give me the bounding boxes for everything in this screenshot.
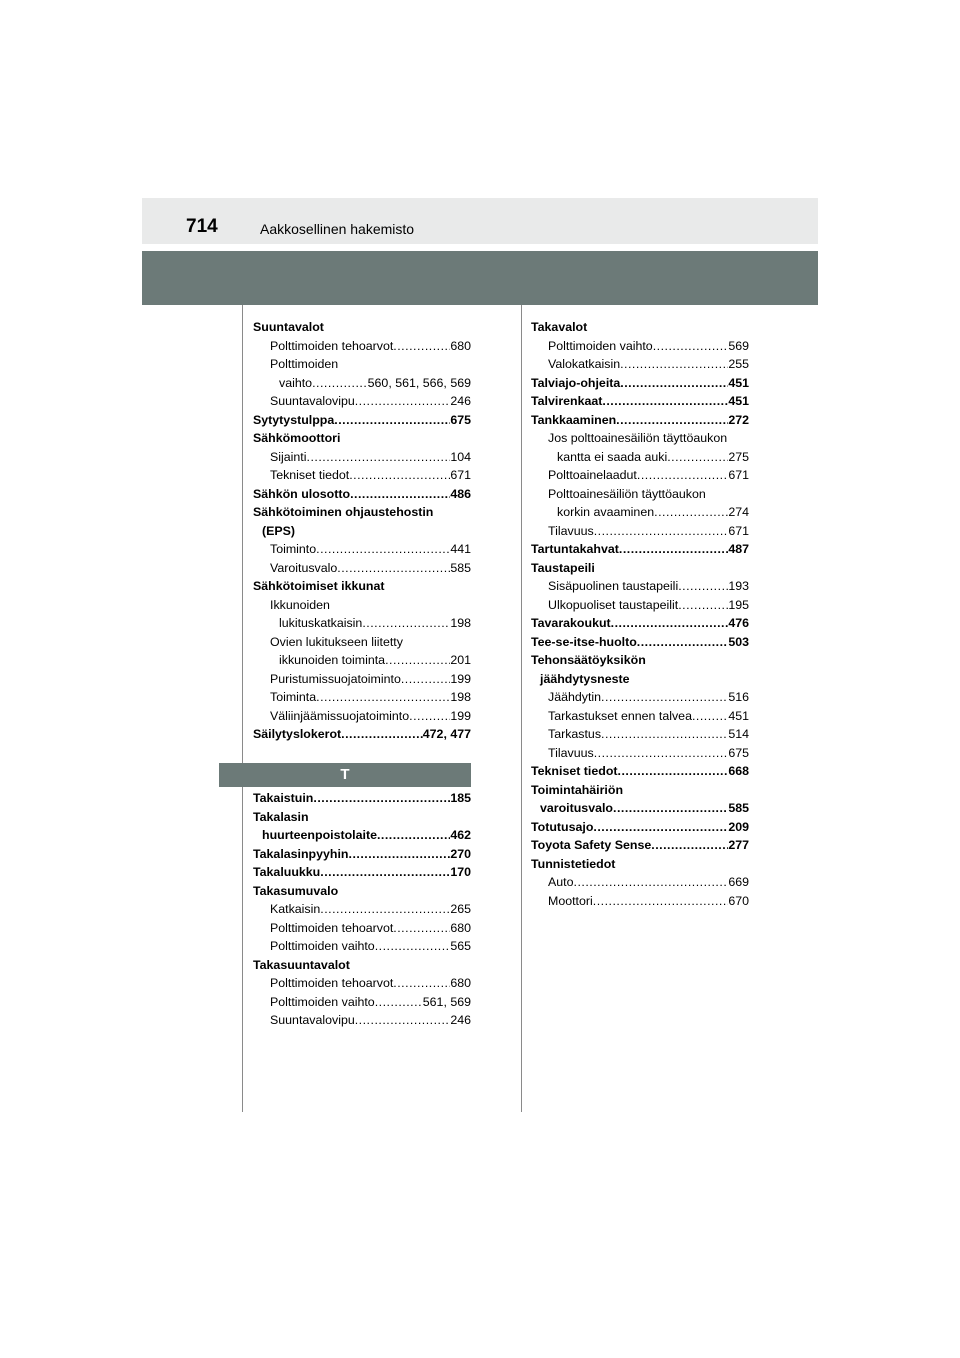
dot-leader xyxy=(320,863,450,882)
index-entry xyxy=(253,688,471,707)
index-entry-page: 486 xyxy=(450,486,471,501)
index-entry xyxy=(253,919,471,938)
index-entry-page: 671 xyxy=(728,523,749,538)
dot-leader xyxy=(593,818,728,837)
index-entry-term: Tee-se-itse-huolto xyxy=(531,634,637,649)
dot-leader xyxy=(653,337,729,356)
index-entry-page: 585 xyxy=(728,801,749,815)
index-entry xyxy=(531,522,749,541)
index-column-left-bottom xyxy=(253,789,471,1030)
dot-leader xyxy=(611,614,729,633)
section-letter-t: T xyxy=(219,763,471,787)
index-heading: Takavalot xyxy=(531,320,588,334)
index-entry-page: 476 xyxy=(728,616,749,630)
index-entry-page: 569 xyxy=(728,338,749,353)
index-entry xyxy=(253,411,471,430)
index-entry-term: Polttimoiden vaihto xyxy=(270,939,375,953)
index-entry-page: 503 xyxy=(728,634,749,649)
index-entry-term: Suuntavalovipu xyxy=(270,394,355,408)
index-entry xyxy=(531,744,749,763)
index-entry-page: 199 xyxy=(450,708,471,723)
index-entry xyxy=(253,993,471,1012)
index-entry-page: 680 xyxy=(450,976,471,990)
index-entry-page: 104 xyxy=(450,449,471,464)
index-entry-page: 274 xyxy=(728,505,749,519)
dot-leader xyxy=(637,466,728,485)
index-entry-page: 195 xyxy=(728,597,749,612)
dot-leader xyxy=(620,374,728,393)
page-number: 714 xyxy=(186,216,218,237)
index-entry xyxy=(253,863,471,882)
index-entry-page: 671 xyxy=(450,468,471,482)
index-entry-term: Tarkastus xyxy=(548,727,602,741)
index-entry xyxy=(531,725,749,744)
index-entry-page: 209 xyxy=(728,819,749,834)
index-entry-term: Suuntavalovipu xyxy=(270,1013,355,1027)
index-entry xyxy=(253,448,471,467)
index-entry xyxy=(531,762,749,781)
dot-leader xyxy=(375,937,451,956)
index-entry xyxy=(253,651,471,670)
index-entry xyxy=(253,845,471,864)
dot-leader xyxy=(613,799,728,818)
index-entry-term: Polttimoiden vaihto xyxy=(270,994,375,1009)
dot-leader xyxy=(692,707,728,726)
index-entry xyxy=(253,900,471,919)
dot-leader xyxy=(337,559,450,578)
index-entry xyxy=(253,1011,471,1030)
index-entry-term: Takaistuin xyxy=(253,791,314,805)
index-entry-term: Sijainti xyxy=(270,449,307,464)
dot-leader xyxy=(355,1011,451,1030)
index-entry-term: Säilytyslokerot xyxy=(253,727,342,741)
dot-leader xyxy=(678,596,728,615)
index-entry-term: Moottori xyxy=(548,893,593,908)
dot-leader xyxy=(678,577,728,596)
index-entry xyxy=(531,633,749,652)
dot-leader xyxy=(574,873,729,892)
index-heading: Suuntavalot xyxy=(253,320,324,334)
dot-leader xyxy=(667,448,728,467)
index-entry xyxy=(253,559,471,578)
index-entry-term: varoitusvalo xyxy=(540,801,613,815)
dot-leader xyxy=(618,762,729,781)
index-heading: jäähdytysneste xyxy=(540,671,630,686)
index-heading: Ovien lukitukseen liitetty xyxy=(270,634,403,649)
index-entry-term: Talvirenkaat xyxy=(531,394,603,408)
index-column-right xyxy=(531,318,749,910)
index-entry-page: 670 xyxy=(728,893,749,908)
dot-leader xyxy=(334,411,450,430)
index-entry-term: Talviajo-ohjeita xyxy=(531,375,621,390)
index-entry-page: 246 xyxy=(450,394,471,408)
index-entry xyxy=(253,725,471,744)
index-entry-page: 675 xyxy=(450,412,471,427)
dot-leader xyxy=(637,633,729,652)
index-entry xyxy=(253,826,471,845)
index-entry-page: 272 xyxy=(728,412,749,427)
index-entry xyxy=(531,411,749,430)
index-entry-page: 516 xyxy=(728,690,749,704)
index-heading: Takasuuntavalot xyxy=(253,957,350,972)
index-heading: Jos polttoainesäiliön täyttöaukon xyxy=(548,431,728,445)
index-column-left-top xyxy=(253,318,471,744)
index-entry-term: lukituskatkaisin xyxy=(279,616,363,630)
index-entry-term: Polttimoiden tehoarvot xyxy=(270,338,394,353)
index-entry-page: 680 xyxy=(450,920,471,935)
index-heading: Ikkunoiden xyxy=(270,597,330,612)
index-entry-term: Polttoainelaadut xyxy=(548,468,637,482)
index-entry xyxy=(531,799,749,818)
index-entry xyxy=(531,448,749,467)
index-entry-term: Tankkaaminen xyxy=(531,412,617,427)
index-entry-page: 675 xyxy=(728,745,749,760)
dot-leader xyxy=(594,744,729,763)
index-entry xyxy=(531,337,749,356)
index-entry xyxy=(531,818,749,837)
index-entry-term: kantta ei saada auki xyxy=(557,449,668,464)
header-band xyxy=(142,251,818,305)
index-entry-term: Väliinjäämissuojatoiminto xyxy=(270,708,410,723)
header-bar xyxy=(142,198,818,244)
index-entry-term: Tarkastukset ennen talvea xyxy=(548,708,692,723)
index-entry-term: Polttimoiden tehoarvot xyxy=(270,976,394,990)
index-entry-page: 451 xyxy=(728,394,749,408)
index-entry-term: Polttimoiden tehoarvot xyxy=(270,920,394,935)
index-heading: Taustapeili xyxy=(531,560,595,575)
index-heading: Takasumuvalo xyxy=(253,883,339,898)
dot-leader xyxy=(362,614,450,633)
dot-leader xyxy=(307,448,451,467)
dot-leader xyxy=(401,670,450,689)
index-entry-term: Toiminta xyxy=(270,690,317,704)
index-entry-term: ikkunoiden toiminta xyxy=(279,653,386,667)
index-entry-page: 585 xyxy=(450,560,471,575)
index-entry xyxy=(253,937,471,956)
index-entry xyxy=(531,596,749,615)
index-entry-page: 487 xyxy=(728,542,749,556)
index-entry xyxy=(253,337,471,356)
dot-leader xyxy=(393,919,450,938)
index-entry xyxy=(253,789,471,808)
index-entry-page: 441 xyxy=(450,542,471,556)
dot-leader xyxy=(594,522,729,541)
index-heading: Sähkötoiminen ohjaustehostin xyxy=(253,505,434,519)
index-entry-term: Sisäpuolinen taustapeili xyxy=(548,579,679,593)
index-entry xyxy=(531,707,749,726)
index-entry-term: vaihto xyxy=(279,375,313,390)
index-entry-page: 680 xyxy=(450,338,471,353)
index-entry-page: 265 xyxy=(450,902,471,916)
dot-leader xyxy=(654,503,728,522)
index-entry-term: Sytytystulppa xyxy=(253,412,335,427)
dot-leader xyxy=(651,836,728,855)
index-entry xyxy=(253,614,471,633)
dot-leader xyxy=(620,355,728,374)
index-entry-page: 198 xyxy=(450,690,471,704)
index-entry-term: Auto xyxy=(548,875,574,889)
index-entry-page: 561, 569 xyxy=(422,994,471,1009)
index-entry-term: Tavarakoukut xyxy=(531,616,611,630)
index-entry-term: Tilavuus xyxy=(548,745,594,760)
index-entry-page: 199 xyxy=(450,671,471,686)
page-title: Aakkosellinen hakemisto xyxy=(260,221,415,237)
dot-leader xyxy=(312,374,368,393)
index-entry-page: 560, 561, 566, 569 xyxy=(367,375,471,390)
index-entry xyxy=(531,374,749,393)
index-entry-page: 170 xyxy=(450,865,471,879)
index-entry xyxy=(531,688,749,707)
index-heading: Polttoainesäiliön täyttöaukon xyxy=(548,486,706,501)
index-entry xyxy=(531,873,749,892)
index-entry-page: 668 xyxy=(728,764,749,778)
index-entry-page: 185 xyxy=(450,791,471,805)
index-entry xyxy=(253,392,471,411)
index-entry xyxy=(253,466,471,485)
index-entry xyxy=(531,836,749,855)
index-entry-term: Valokatkaisin xyxy=(548,357,621,371)
index-entry xyxy=(531,466,749,485)
dot-leader xyxy=(393,974,450,993)
index-heading: Sähkömoottori xyxy=(253,431,341,445)
index-entry-page: 275 xyxy=(728,449,749,464)
index-entry xyxy=(253,540,471,559)
dot-leader xyxy=(350,485,450,504)
index-entry-page: 246 xyxy=(450,1013,471,1027)
index-entry-page: 514 xyxy=(728,727,749,741)
index-entry-term: Katkaisin xyxy=(270,902,321,916)
index-entry-page: 270 xyxy=(450,846,471,861)
dot-leader xyxy=(602,392,728,411)
index-entry-term: Totutusajo xyxy=(531,819,594,834)
index-entry-term: Tartuntakahvat xyxy=(531,542,619,556)
dot-leader xyxy=(593,892,729,911)
index-entry-page: 669 xyxy=(728,875,749,889)
dot-leader xyxy=(320,900,450,919)
index-entry-term: Jäähdytin xyxy=(548,690,602,704)
dot-leader xyxy=(316,688,450,707)
dot-leader xyxy=(616,411,728,430)
dot-leader xyxy=(341,725,423,744)
index-heading: Polttimoiden xyxy=(270,357,339,371)
index-entry-page: 451 xyxy=(728,375,749,390)
index-entry-page: 565 xyxy=(450,939,471,953)
dot-leader xyxy=(375,993,423,1012)
dot-leader xyxy=(619,540,728,559)
index-entry-term: Toiminto xyxy=(270,542,317,556)
index-entry-term: Puristumissuojatoiminto xyxy=(270,671,401,686)
index-entry-page: 193 xyxy=(728,579,749,593)
index-entry-term: Tekniset tiedot xyxy=(531,764,618,778)
index-heading: Toimintahäiriön xyxy=(531,782,624,797)
dot-leader xyxy=(349,466,450,485)
index-entry-term: korkin avaaminen xyxy=(557,505,655,519)
index-entry-term: Varoitusvalo xyxy=(270,560,338,575)
dot-leader xyxy=(393,337,450,356)
index-entry xyxy=(253,485,471,504)
dot-leader xyxy=(409,707,450,726)
index-entry-page: 198 xyxy=(450,616,471,630)
index-entry xyxy=(253,374,471,393)
index-entry-term: Tilavuus xyxy=(548,523,594,538)
dot-leader xyxy=(313,789,450,808)
index-entry xyxy=(531,614,749,633)
index-entry-term: Tekniset tiedot xyxy=(270,468,350,482)
dot-leader xyxy=(316,540,450,559)
column-divider-left xyxy=(242,305,243,1112)
index-heading: Sähkötoimiset ikkunat xyxy=(253,579,385,593)
dot-leader xyxy=(377,826,450,845)
index-entry-term: Sähkön ulosotto xyxy=(253,486,351,501)
index-entry-page: 671 xyxy=(728,468,749,482)
index-heading: Tehonsäätöyksikön xyxy=(531,653,646,667)
index-entry-page: 255 xyxy=(728,357,749,371)
index-heading: Tunnistetiedot xyxy=(531,856,616,871)
index-heading: (EPS) xyxy=(262,523,296,538)
index-entry-page: 201 xyxy=(450,653,471,667)
column-divider-middle xyxy=(521,305,522,1112)
dot-leader xyxy=(601,688,728,707)
index-heading: Takalasin xyxy=(253,809,309,824)
dot-leader xyxy=(601,725,728,744)
index-entry xyxy=(531,540,749,559)
index-entry-term: Toyota Safety Sense xyxy=(531,838,652,852)
index-entry-term: Takalasinpyyhin xyxy=(253,846,349,861)
index-entry-term: Ulkopuoliset taustapeilit xyxy=(548,597,679,612)
dot-leader xyxy=(385,651,450,670)
index-entry-term: Polttimoiden vaihto xyxy=(548,338,653,353)
index-entry-page: 451 xyxy=(728,708,749,723)
index-entry-page: 277 xyxy=(728,838,749,852)
index-entry xyxy=(253,670,471,689)
index-entry xyxy=(531,892,749,911)
index-entry xyxy=(531,355,749,374)
index-entry xyxy=(531,392,749,411)
dot-leader xyxy=(349,845,451,864)
index-entry xyxy=(531,503,749,522)
index-entry xyxy=(253,974,471,993)
dot-leader xyxy=(355,392,451,411)
index-entry xyxy=(253,707,471,726)
index-entry-term: huurteenpoistolaite xyxy=(262,828,377,842)
index-entry-page: 472, 477 xyxy=(422,727,471,741)
index-entry-term: Takaluukku xyxy=(253,865,321,879)
index-entry xyxy=(531,577,749,596)
index-entry-page: 462 xyxy=(450,828,471,842)
